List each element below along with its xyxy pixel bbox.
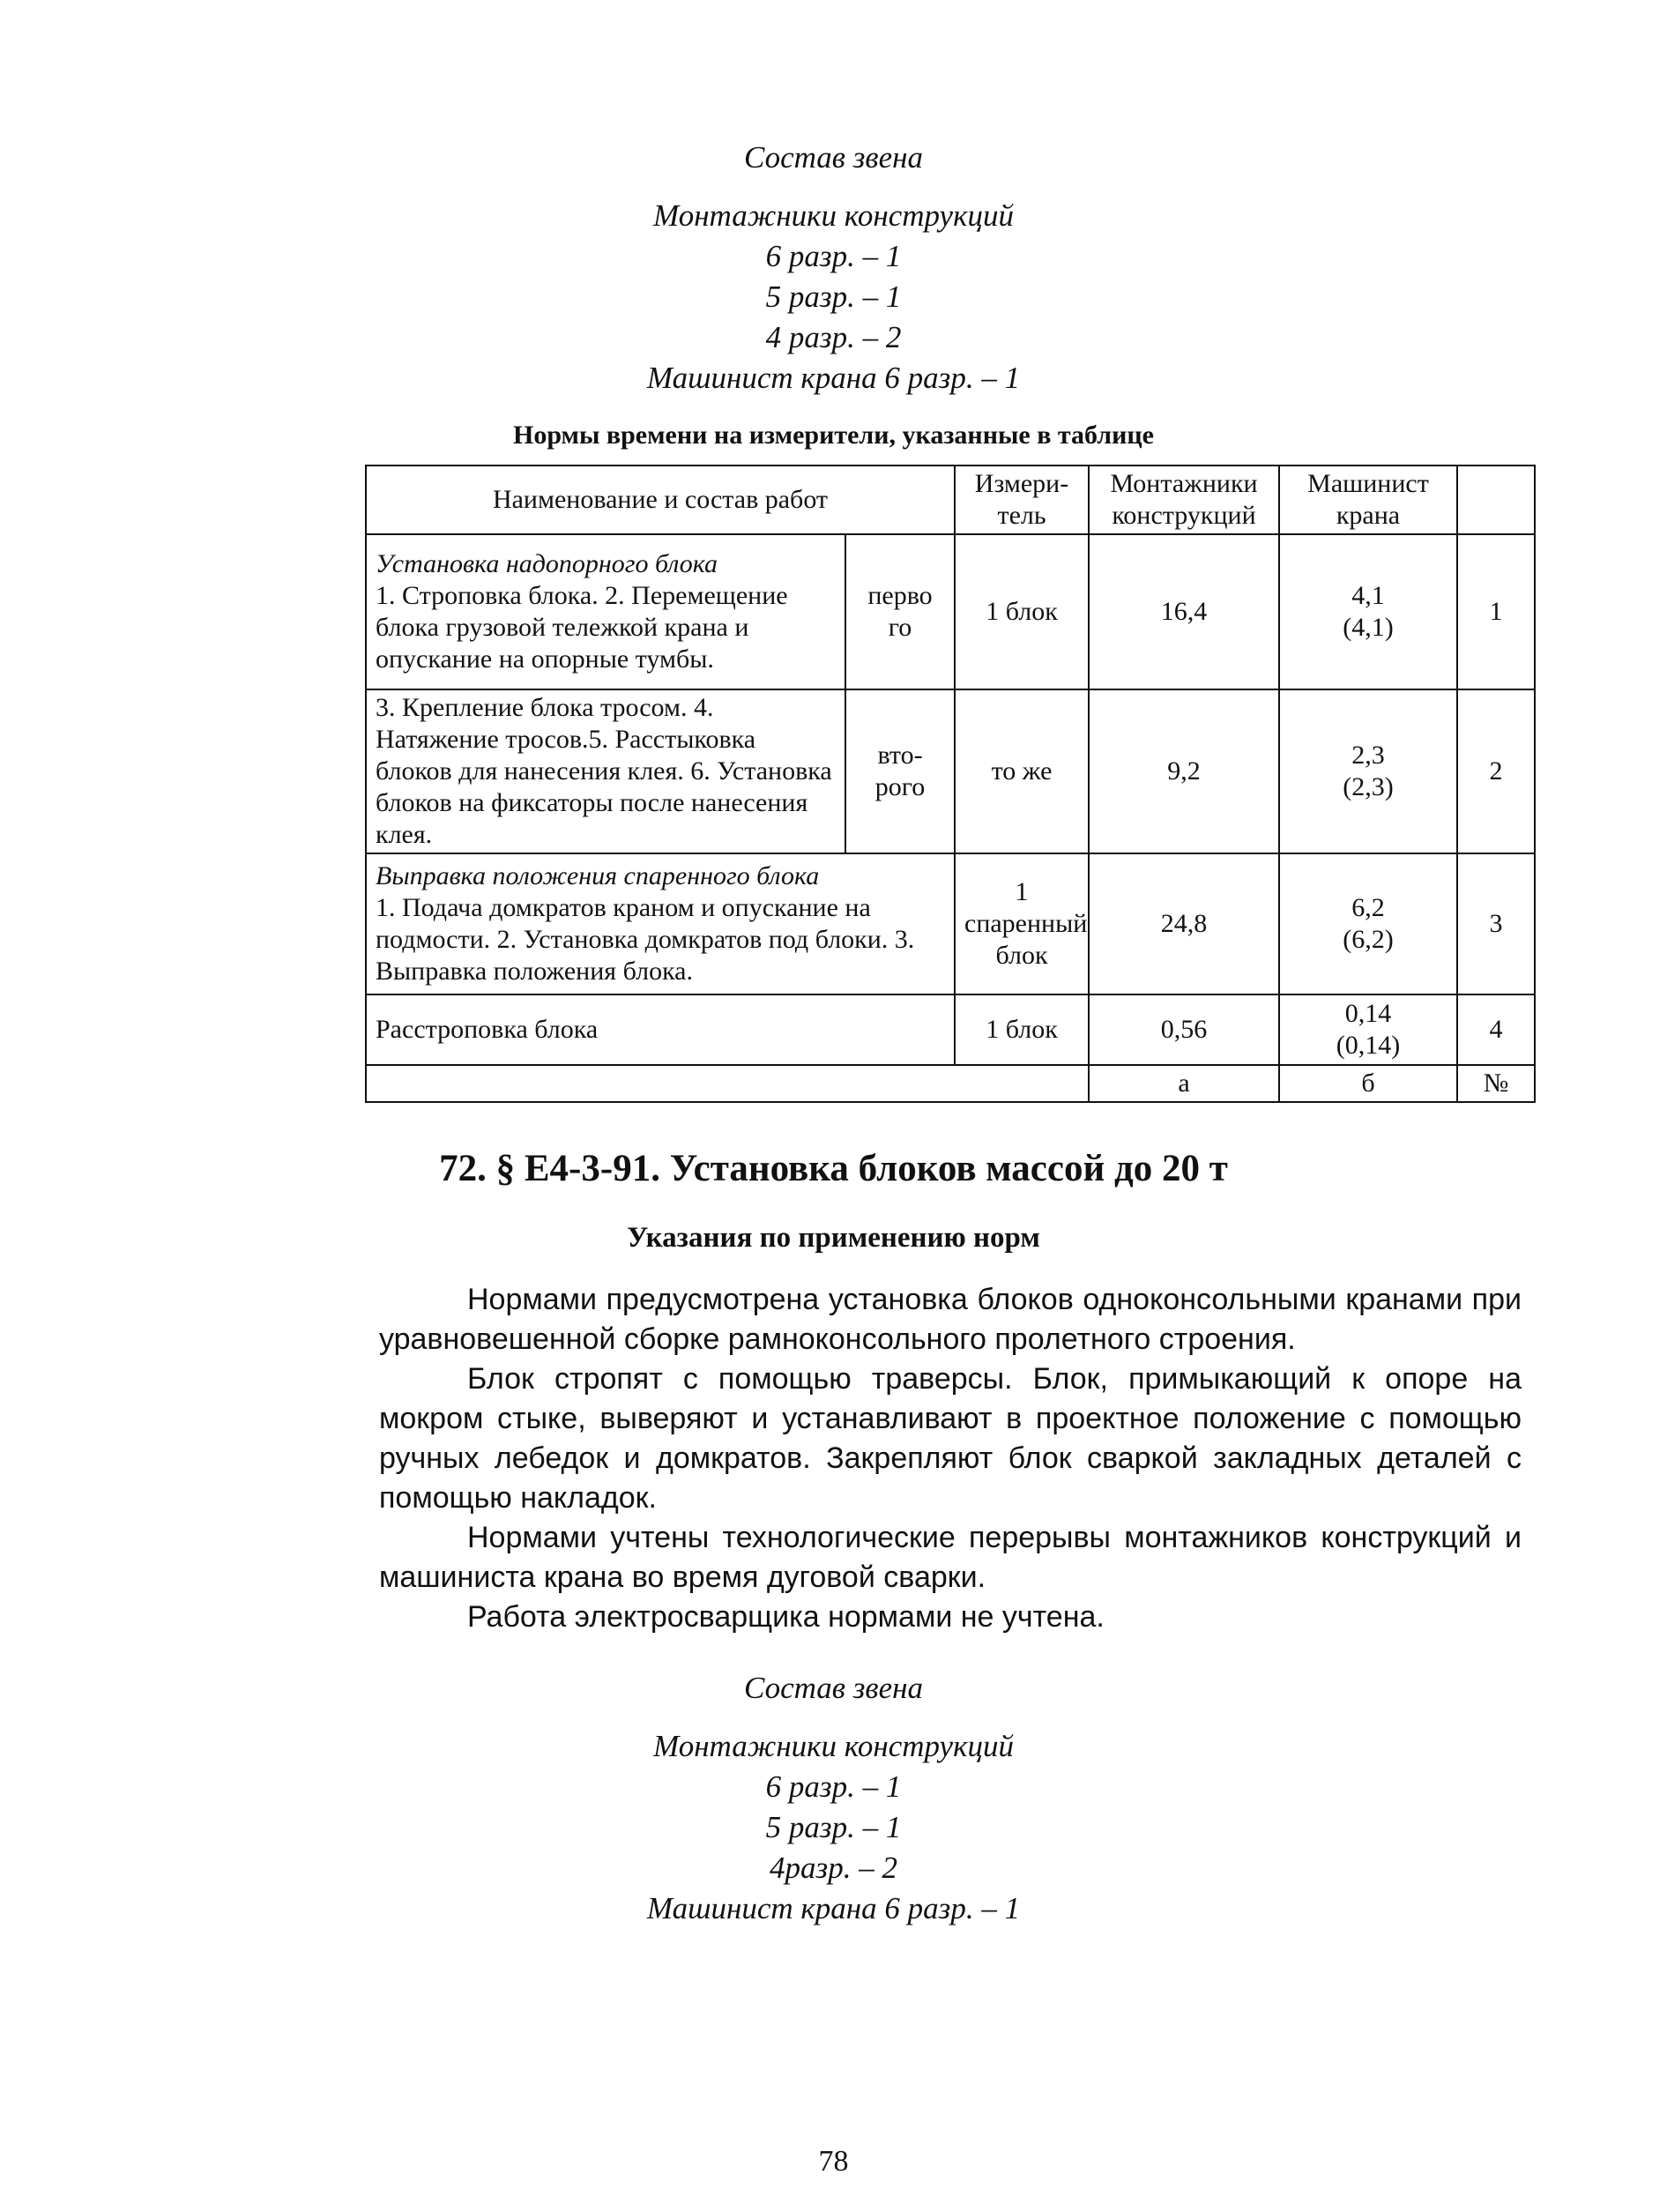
row-fitters: 24,8 [1089,853,1279,994]
table-header-row [366,465,1535,534]
row-text: 1. Строповка блока. 2. Перемещение блока грузовой тележкой крана и опускание на опорные тумбы. [376,581,788,674]
row-operator [1279,994,1457,1065]
row-operator [1279,689,1457,853]
row-operator [1279,853,1457,994]
row-fitters: 0,56 [1089,994,1279,1065]
crew-operator: Машинист крана 6 разр. – 1 [646,361,1021,395]
row-number: 3 [1457,853,1535,994]
row-unit: то же [955,689,1089,853]
row-number: 4 [1457,994,1535,1065]
row-unit: 1 спаренный блок [955,853,1089,994]
crew-group: Монтажники конструкций [653,198,1014,233]
operator-value-paren: (0,14) [1336,1031,1401,1060]
footer-empty [366,1065,1089,1102]
table-row [366,994,1535,1065]
instructions-text [379,1280,1522,1637]
operator-value: 0,14 [1344,999,1392,1028]
operator-value: 6,2 [1351,893,1385,922]
paragraph: Нормами учтены технологические перерывы монтажников конструкций и машиниста крана во время дуговой сварки. [379,1521,1522,1594]
paragraph: Работа электросварщика нормами не учтена. [467,1600,1105,1634]
row-description: Расстроповка блока [366,994,955,1065]
paragraph: Блок стропят с помощью траверсы. Блок, примыкающий к опоре на мокром стыке, выверяют и устанавливают в проектное положение с помощью ручных лебедок и домкратов. Закрепляют блок сваркой закладных деталей с помощью накладок. [379,1362,1522,1515]
row-number: 2 [1457,689,1535,853]
row-description [366,534,845,689]
table-caption: Нормы времени на измерители, указанные в таблице [512,421,1154,450]
header-empty [1457,465,1535,534]
crew-title: Состав звена [743,140,923,175]
row-operator [1279,534,1457,689]
sub-heading: Указания по применению норм [627,1222,1040,1254]
operator-value-paren: (2,3) [1343,772,1394,801]
crew-operator: Машинист крана 6 разр. – 1 [646,1891,1021,1925]
row-fitters: 16,4 [1089,534,1279,689]
group-title: Установка надопорного блока [376,549,718,578]
row-unit: 1 блок [955,994,1089,1065]
group-title: Выправка положения спаренного блока [376,861,820,890]
row-fitters: 9,2 [1089,689,1279,853]
table-row [366,853,1535,994]
table-row [366,689,1535,853]
row-text: 1. Подача домкратов краном и опускание на подмости. 2. Установка домкратов под блоки. 3. Выправка положения блока. [376,893,915,986]
section-title: 72. § Е4-3-91. Установка блоков массой до 20 т [439,1148,1228,1189]
row-description: 3. Крепление блока тросом. 4. Натяжение тросов.5. Расстыковка блоков для нанесения клея. 6. Установка блоков на фиксаторы после нанесения клея. [366,689,845,853]
table-row [366,534,1535,689]
page-number: 78 [818,2145,849,2178]
crew-line: 6 разр. – 1 [765,239,902,273]
header-name: Наименование и состав работ [366,465,955,534]
footer-col-num: № [1457,1065,1535,1102]
header-unit: Измери-тель [955,465,1089,534]
crew-composition-top [0,138,1667,398]
crew-composition-bottom [0,1668,1667,1929]
row-variant: вто-рого [845,689,955,853]
footer-col-b: б [1279,1065,1457,1102]
crew-group: Монтажники конструкций [653,1729,1014,1763]
operator-value-paren: (6,2) [1343,925,1394,954]
crew-line: 6 разр. – 1 [765,1769,902,1804]
row-unit: 1 блок [955,534,1089,689]
operator-value: 4,1 [1351,581,1385,610]
row-description [366,853,955,994]
operator-value-paren: (4,1) [1343,613,1394,642]
footer-col-a: а [1089,1065,1279,1102]
header-operator: Машинист крана [1279,465,1457,534]
norms-table [365,465,1536,1103]
operator-value: 2,3 [1351,741,1385,770]
row-variant: перво го [845,534,955,689]
crew-line: 5 разр. – 1 [765,279,902,314]
crew-line: 4разр. – 2 [770,1851,897,1885]
table-footer-row [366,1065,1535,1102]
crew-line: 4 разр. – 2 [765,320,902,354]
header-fitters: Монтажники конструкций [1089,465,1279,534]
row-number: 1 [1457,534,1535,689]
paragraph: Нормами предусмотрена установка блоков одноконсольными кранами при уравновешенной сборке рамноконсольного пролетного строения. [379,1283,1522,1356]
crew-title: Состав звена [743,1671,923,1705]
crew-line: 5 разр. – 1 [765,1810,902,1844]
